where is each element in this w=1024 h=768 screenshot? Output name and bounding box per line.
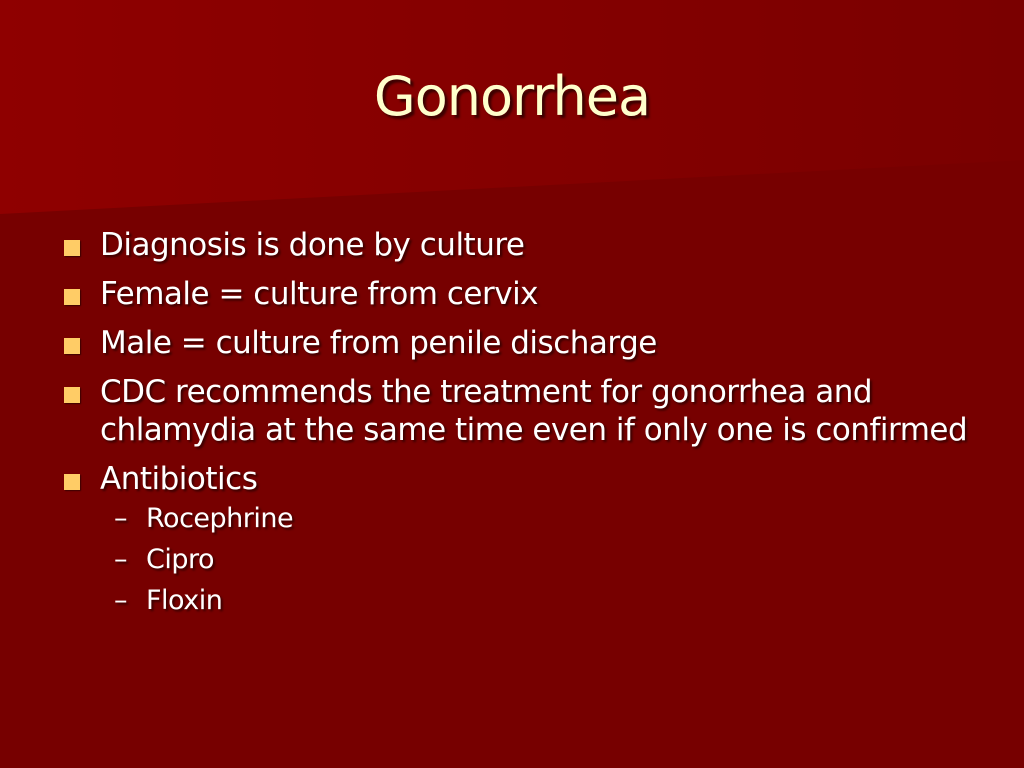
square-bullet-icon (64, 240, 80, 256)
bullet-item (64, 275, 984, 313)
sub-bullet-item (114, 543, 984, 577)
bullet-item (64, 373, 984, 449)
sub-bullet-item (114, 502, 984, 536)
bullet-item (64, 324, 984, 362)
bullet-text: Diagnosis is done by culture (100, 227, 525, 263)
square-bullet-icon (64, 289, 80, 305)
square-bullet-icon (64, 387, 80, 403)
slide-title: Gonorrhea (373, 65, 651, 128)
bullet-item (64, 460, 984, 618)
bullet-text: CDC recommends the treatment for gonorrhea and chlamydia at the same time even if only one is confirmed (100, 374, 968, 448)
bullet-text: Antibiotics (100, 461, 258, 497)
bullet-list (64, 226, 984, 629)
square-bullet-icon (64, 338, 80, 354)
square-bullet-icon (64, 474, 80, 490)
sub-bullet-text: Rocephrine (146, 503, 294, 534)
sub-bullet-list (114, 502, 984, 618)
sub-bullet-item (114, 584, 984, 618)
dash-marker: – (114, 544, 127, 575)
sub-bullet-text: Floxin (146, 585, 223, 616)
dash-marker: – (114, 503, 127, 534)
bullet-item (64, 226, 984, 264)
bullet-text: Female = culture from cervix (100, 276, 539, 312)
sub-bullet-text: Cipro (146, 544, 215, 575)
dash-marker: – (114, 585, 127, 616)
bullet-text: Male = culture from penile discharge (100, 325, 657, 361)
